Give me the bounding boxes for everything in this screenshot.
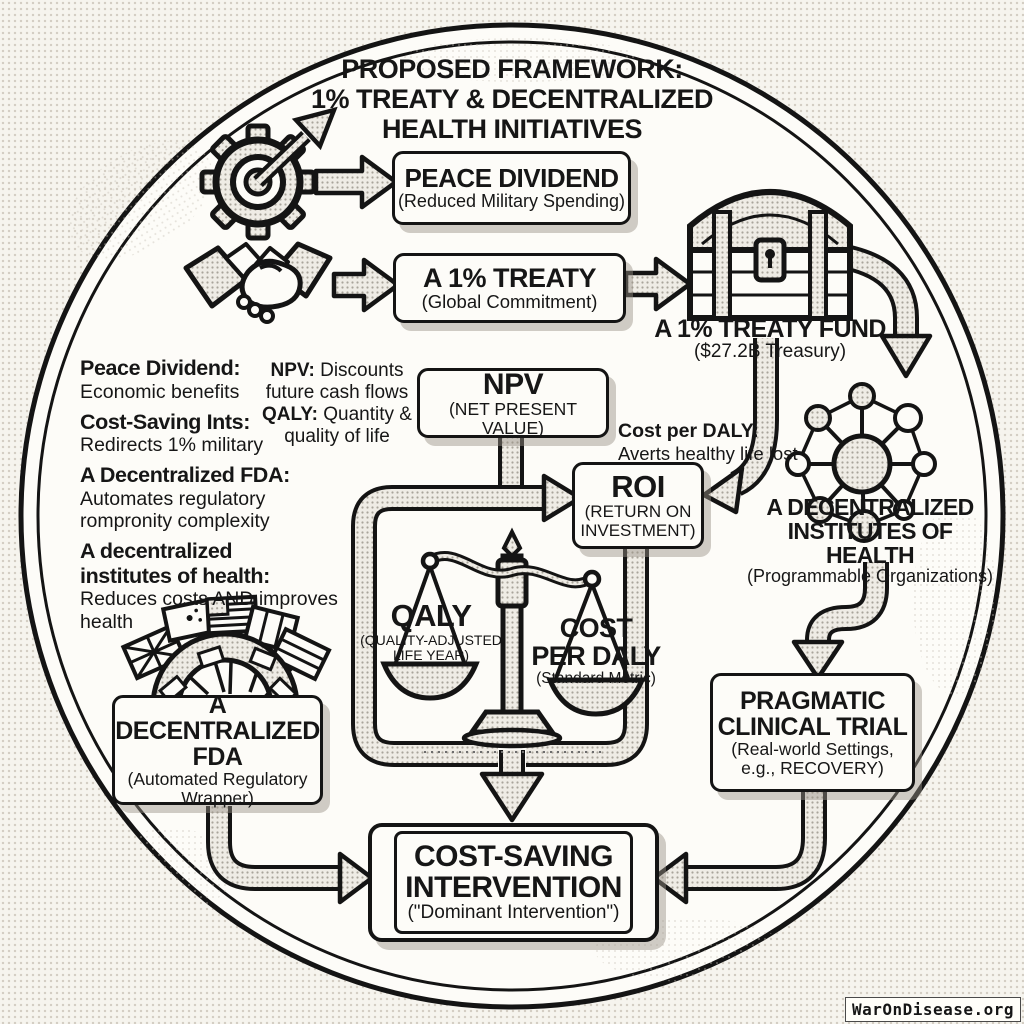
fda-title-line-1: A DECENTRALIZED: [115, 691, 320, 746]
fda-node: [112, 691, 323, 808]
definition-decentralized-ioh: [80, 539, 342, 632]
dih-title-line-2: INSTITUTES OF HEALTH: [787, 518, 953, 569]
peace-dividend-node: [392, 151, 631, 225]
peace-dividend-title: PEACE DIVIDEND: [404, 162, 619, 193]
treaty-fund-title: A 1% TREATY FUND: [654, 315, 886, 343]
definition-desc: Redirects 1% military: [80, 434, 264, 457]
qaly-note-term: QALY:: [262, 404, 318, 426]
definition-term: A decentralized institutes of health:: [80, 539, 270, 588]
definition-term: Peace Dividend:: [80, 356, 241, 380]
roi-node: [572, 462, 704, 549]
npv-note-desc: Discounts future cash flows: [265, 360, 409, 404]
definition-desc: Economic benefits: [80, 380, 240, 403]
dih-subtitle: (Programmable Organizations): [746, 566, 994, 587]
csi-node: [368, 823, 659, 942]
pct-subtitle-line-1: (Real-world Settings,: [731, 738, 894, 759]
qaly-note-desc: Quantity & quality of life: [284, 404, 412, 448]
cost-daly-line-1: COST: [559, 613, 633, 643]
npv-subtitle: (NET PRESENT VALUE): [448, 398, 578, 438]
npv-note-term: NPV:: [270, 360, 315, 381]
qaly-pan-label: [360, 600, 502, 663]
definition-term: A Decentralized FDA:: [80, 463, 290, 488]
treaty-subtitle: (Global Commitment): [421, 291, 598, 313]
npv-node: [417, 368, 609, 438]
peace-dividend-subtitle: (Reduced Military Spending): [397, 190, 626, 211]
roi-subtitle-line-2: INVESTMENT): [580, 520, 696, 540]
treaty-node: [393, 253, 626, 323]
qaly-title: QALY: [390, 598, 472, 633]
treasure-chest-icon: [690, 192, 850, 318]
treaty-title: A 1% TREATY: [422, 262, 597, 293]
dih-title-line-1: A DECENTRALIZED: [766, 494, 974, 520]
roi-title: ROI: [611, 469, 665, 505]
definition-desc: Automates regulatory rompronity complexity: [80, 487, 270, 533]
definition-decentralized-fda: [80, 463, 342, 532]
definition-term: Cost-Saving Ints:: [80, 409, 250, 434]
treaty-fund-subtitle: ($27.2B Treasury): [693, 341, 847, 363]
csi-subtitle: ("Dominant Intervention"): [407, 902, 620, 924]
csi-inner-border: [394, 831, 633, 934]
qaly-subtitle: (QUALITY-ADJUSTED LIFE YEAR): [360, 631, 502, 663]
fda-title-line-2: FDA: [192, 743, 243, 772]
npv-title: NPV: [482, 367, 544, 401]
title-line-2: 1% TREATY & DECENTRALIZED: [310, 84, 714, 115]
definition-desc: Reduces costs AND improves health: [80, 588, 338, 633]
csi-title-line-2: INTERVENTION: [405, 871, 622, 905]
pct-node: [710, 673, 915, 792]
pct-title-line-1: PRAGMATIC: [739, 686, 886, 715]
pct-subtitle-line-2: e.g., RECOVERY): [741, 757, 884, 778]
pct-title-line-2: CLINICAL TRIAL: [717, 712, 908, 741]
title-line-3: HEALTH INITIATIVES: [382, 114, 642, 145]
daly-note-desc: Averts healthy life lost: [618, 442, 798, 464]
cost-daly-line-2: PER DALY: [531, 641, 661, 672]
cost-per-daly-note: [618, 420, 814, 464]
daly-note-term: Cost per DALY:: [618, 420, 759, 442]
cost-per-daly-pan-label: [526, 614, 666, 687]
treaty-fund-label: [645, 316, 895, 363]
watermark: WarOnDisease.org: [845, 997, 1021, 1022]
cost-daly-subtitle: (Standard Metric): [536, 669, 656, 687]
fda-subtitle: (Automated Regulatory Wrapper): [127, 769, 308, 808]
diagram-title: [0, 54, 1024, 145]
csi-title-line-1: COST-SAVING: [414, 840, 613, 874]
roi-subtitle-line-1: (RETURN ON: [584, 502, 692, 522]
title-line-1: PROPOSED FRAMEWORK:: [341, 54, 683, 84]
dih-label: [742, 495, 998, 587]
npv-qaly-note: [258, 360, 416, 448]
